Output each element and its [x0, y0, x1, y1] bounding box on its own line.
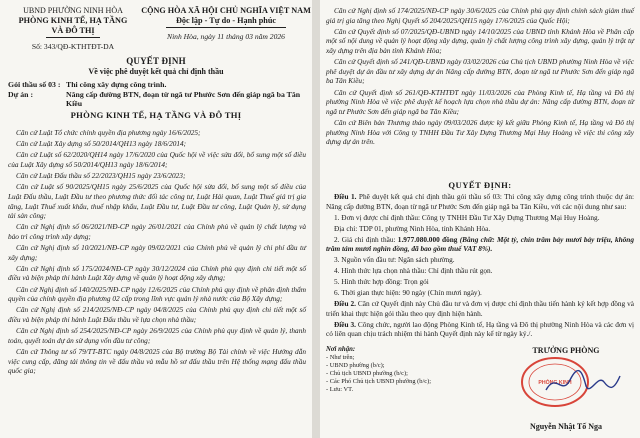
legal-basis-item: Căn cứ Luật Xây dựng số 50/2014/QH13 ngày 18/6/2014;	[16, 139, 187, 149]
org-line1: UBND PHƯỜNG NINH HÒA	[23, 6, 123, 15]
recipient-item: - UBND phường (b/c);	[326, 362, 385, 369]
legal-basis-right	[326, 6, 634, 148]
item-funding: 3. Nguồn vốn đầu tư: Ngân sách phường.	[334, 255, 455, 265]
article-1-lead: Điều 1.	[334, 192, 357, 201]
legal-basis-item: Căn cứ Nghị định số 06/2021/NĐ-CP ngày 26/01/2021 của Chính phủ về quản lý chất lượng và bảo trì công trình xây dựng;	[8, 222, 306, 241]
item-contract-type: 5. Hình thức hợp đồng: Trọn gói	[334, 277, 429, 287]
article-3-lead: Điều 3.	[334, 319, 356, 329]
decision-title-block	[8, 56, 304, 76]
recipient-item: - Như trên;	[326, 354, 355, 361]
page-left	[0, 0, 312, 438]
article-3-text: Công chức, người lao động Phòng Kinh tế, Hạ tầng và Đô thị phường Ninh Hòa và các đơn vị có liên quan chịu trách nhiệm thi hành Quyết định này kể từ ngày ký./.	[326, 319, 635, 339]
signer-role: TRƯỞNG PHÒNG	[532, 346, 600, 355]
item-price-lead: 2. Giá chỉ định thầu:	[334, 234, 396, 244]
project-row	[8, 90, 304, 109]
legal-basis-left	[8, 128, 306, 377]
page-gap	[312, 0, 320, 438]
org-line3: VÀ ĐÔ THỊ	[51, 26, 95, 35]
package-value: Thi công xây dựng công trình.	[66, 80, 167, 89]
article-1	[326, 192, 634, 211]
decide-heading: QUYẾT ĐỊNH:	[448, 180, 512, 190]
signature-stroke	[546, 371, 620, 390]
legal-basis-item: Căn cứ Nghị định số 10/2021/NĐ-CP ngày 09/02/2021 của Chính phủ về quản lý chi phí đầu tư xây dựng;	[8, 243, 306, 262]
legal-basis-item: Căn cứ Nghị định số 140/2025/NĐ-CP ngày 12/6/2025 của Chính phủ quy định về phân định thẩm quyền của chính quyền địa phương 02 cấp trong lĩnh vực quản lý nhà nước của Bộ Xây dựng;	[8, 284, 306, 304]
nation-name: CỘNG HÒA XÃ HỘI CHỦ NGHĨA VIỆT NAM	[141, 6, 311, 15]
stamp-text: PHÒNG KINH	[538, 380, 572, 386]
item-price	[326, 235, 634, 254]
page-right	[320, 0, 640, 438]
recipient-item: - Lưu: VT.	[326, 386, 354, 393]
legal-basis-item: Căn cứ Biên bản Thương thảo ngày 09/03/2026 được ký kết giữa Phòng Kinh tế, Hạ tầng và Đô thị phường Ninh Hòa với Công ty TNHH Đầu Tư Xây Dựng Thương Mại Huy Hoàng về việc thi công xây dựng dự án trên.	[326, 117, 634, 147]
article-2	[326, 299, 634, 318]
recipient-item: - Các Phó Chủ tịch UBND phường (b/c);	[326, 378, 431, 385]
national-motto: Độc lập - Tự do - Hạnh phúc	[175, 16, 277, 25]
item-selection-method: 4. Hình thức lựa chọn nhà thầu: Chỉ định thầu rút gọn.	[334, 266, 493, 276]
project-value: Nâng cấp đường BTN, đoạn từ ngã tư Phước Sơn đến giáp ngã ba Tân Kiều	[66, 89, 301, 108]
recipient-item: - Chủ tịch UBND phường (b/c);	[326, 370, 408, 377]
signer-name: Nguyễn Nhật Tố Nga	[529, 422, 603, 431]
place-date: Ninh Hòa, ngày 11 tháng 03 năm 2026	[167, 32, 285, 41]
article-2-lead: Điều 2.	[334, 299, 356, 309]
legal-basis-item: Căn cứ Nghị định số 174/2025/NĐ-CP ngày 30/6/2025 của Chính phủ quy định chính sách giảm thuế giá trị gia tăng theo Nghị Quyết số 204/2025/QH15 ngày 17/6/2025 của Quốc Hội;	[326, 6, 634, 25]
recipients-list	[326, 354, 476, 394]
item-address: Địa chỉ: TDP 01, phường Ninh Hòa, tỉnh Khánh Hòa.	[334, 223, 491, 233]
issuing-organization	[8, 6, 138, 52]
legal-basis-item: Căn cứ Quyết định số 07/2025/QĐ-UBND ngày 14/10/2025 của UBND tỉnh Khánh Hòa về Phân cấp một số nội dung về quản lý hoạt động xây dựng, quản lý chất lượng công trình xây dựng, quản lý trật tự xây dựng trên địa bàn tỉnh Khánh Hòa;	[326, 26, 634, 55]
legal-basis-item: Căn cứ Luật Tổ chức chính quyền địa phương ngày 16/6/2025;	[16, 128, 201, 137]
legal-basis-item: Căn cứ Luật số 90/2025/QH15 ngày 25/6/2025 của Quốc hội sửa đổi, bổ sung một số điều của Luật Đấu thầu, Luật Đầu tư theo phương thức đối tác công tư, Luật Hải quan, Luật Thuế giá trị gia tăng, Luật Thuế xuất khẩu, thuế nhập khẩu, Luật Đầu tư, Luật Đầu tư công, Luật Quản lý, sử dụng tài sản công;	[8, 182, 306, 221]
item-contractor: 1. Đơn vị được chỉ định thầu: Công ty TNHH Đầu Tư Xây Dựng Thương Mại Huy Hoàng.	[334, 212, 600, 222]
package-label: Gói thầu số 03 :	[8, 80, 61, 89]
legal-basis-item: Căn cứ Nghị định số 214/2025/NĐ-CP ngày 04/8/2025 của Chính phủ quy định chi tiết một số điều và biện pháp thi hành Luật Đấu thầu về lựa chọn nhà thầu;	[8, 305, 306, 325]
legal-basis-item: Căn cứ Nghị định số 254/2025/NĐ-CP ngày 26/9/2025 của Chính phủ quy định về quản lý, thanh toán, quyết toán dự án sử dụng vốn đầu tư công;	[8, 326, 306, 345]
document-header	[8, 6, 311, 51]
recipients-heading: Nơi nhận:	[326, 346, 356, 353]
package-info	[8, 80, 304, 109]
handwritten-signature	[542, 366, 622, 400]
item-price-amount: 1.977.080.000 đồng	[397, 234, 458, 244]
national-heading	[140, 6, 312, 42]
package-row	[8, 80, 304, 90]
article-2-text: Căn cứ Quyết định này Chủ đầu tư và đơn vị được chỉ định thầu tiến hành ký kết hợp đồng và triển khai thực hiện gói thầu theo quy định hiện hành.	[326, 299, 634, 318]
article-3	[326, 320, 634, 339]
motto-underline	[166, 27, 286, 28]
org-underline	[46, 37, 100, 38]
article-1-text: Phê duyệt kết quả chỉ định thầu gói thầu số 03: Thi công xây dựng công trình thuộc dự án: Nâng cấp đường BTN, đoạn từ ngã tư Phước Sơn đến giáp ngã ba Tân Kiều, với các nội dung như sau:	[326, 192, 634, 211]
decision-title: QUYẾT ĐỊNH	[126, 56, 186, 66]
signature-block	[498, 346, 634, 434]
legal-basis-item: Căn cứ Nghị định số 175/2024/NĐ-CP ngày 30/12/2024 của Chính phủ quy định chi tiết một số điều và biện pháp thi hành Luật Xây dựng về quản lý hoạt động xây dựng;	[8, 263, 306, 283]
legal-basis-item: Căn cứ Luật Đấu thầu số 22/2023/QH15 ngày 23/6/2023;	[16, 171, 186, 181]
item-price-words: (Bằng chữ: Một tỷ, chín trăm bảy mươi bảy triệu, không trăm tám mươi nghìn đồng, đã bao gồm thuế VAT 8%).	[326, 234, 635, 254]
document-number: Số: 343/QĐ-KTHTĐT-DA	[31, 42, 115, 51]
legal-basis-item: Căn cứ Luật số 62/2020/QH14 ngày 17/6/2020 của Quốc hội về việc sửa đổi, bổ sung một số điều của Luật Xây dựng số 50/2014/QH13 ngày 18/6/2014;	[8, 150, 306, 169]
org-line2: PHÒNG KINH TẾ, HẠ TẦNG	[18, 16, 128, 25]
item-duration: 6. Thời gian thực hiện: 90 ngày (Chín mươi ngày).	[334, 288, 482, 298]
legal-basis-item: Căn cứ Thông tư số 79/TT-BTC ngày 04/8/2025 của Bộ trưởng Bộ Tài chính về việc Hướng dẫn việc cung cấp, đăng tải thông tin về đấu thầu và mẫu hồ sơ đấu thầu trên Hệ thống mạng đấu thầu quốc gia;	[8, 347, 306, 376]
project-label: Dự án :	[8, 89, 34, 99]
issuing-authority: PHÒNG KINH TẾ, HẠ TẦNG VÀ ĐÔ THỊ	[70, 110, 242, 120]
recipients-block	[326, 346, 476, 394]
decision-articles	[326, 192, 634, 340]
legal-basis-item: Căn cứ Quyết định số 261/QĐ-KTHTĐT ngày 11/03/2026 của Phòng Kinh tế, Hạ tầng và Đô thị phường Ninh Hòa về việc phê duyệt kế hoạch lựa chọn nhà thầu dự án: Nâng cấp đường BTN, đoạn từ ngã tư Phước Sơn đến giáp ngã ba Tân Kiều;	[326, 87, 634, 116]
legal-basis-item: Căn cứ Quyết định số 241/QĐ-UBND ngày 03/02/2026 của Chủ tịch UBND phường Ninh Hòa về việc phê duyệt dự án đầu tư xây dựng dự án Nâng cấp đường BTN, đoạn từ ngã tư Phước Sơn đến giáp ngã ba Tân Kiều;	[326, 57, 634, 86]
decision-subject: Về việc phê duyệt kết quả chỉ định thầu	[88, 67, 224, 76]
